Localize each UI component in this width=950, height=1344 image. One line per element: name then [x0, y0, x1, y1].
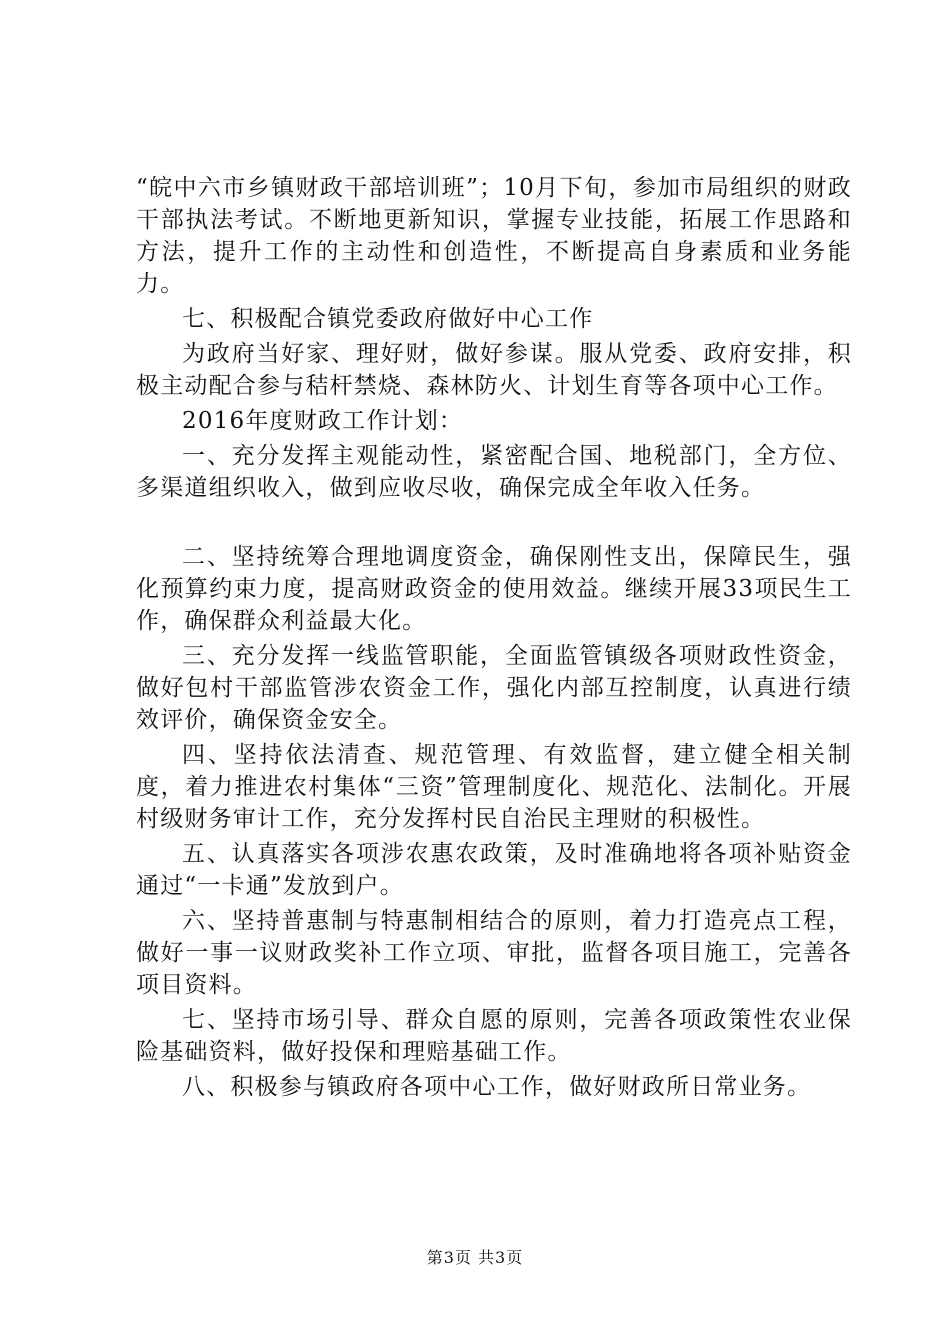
plan-heading: 2016年度财政工作计划：: [182, 408, 464, 434]
paragraph-training-continuation: “皖中六市乡镇财政干部培训班”；10月下旬，参加市局组织的财政干部执法考试。不断地更新知识，掌握专业技能，拓展工作思路和方法，提升工作的主动性和创造性，不断提高自身素质和业务能力。: [136, 175, 852, 297]
plan-item-5: 五、认真落实各项涉农惠农政策，及时准确地将各项补贴资金通过“一卡通”发放到户。: [136, 841, 852, 899]
document-body: [136, 172, 852, 1106]
plan-item-3: 三、充分发挥一线监管职能，全面监管镇级各项财政性资金，做好包村干部监管涉农资金工作，强化内部互控制度，认真进行绩效评价，确保资金安全。: [136, 643, 852, 733]
paragraph-central-work: 为政府当好家、理好财，做好参谋。服从党委、政府安排，积极主动配合参与秸杆禁烧、森林防火、计划生育等各项中心工作。: [136, 341, 852, 399]
plan-item-6: 六、坚持普惠制与特惠制相结合的原则，着力打造亮点工程，做好一事一议财政奖补工作立项、审批，监督各项目施工，完善各项目资料。: [136, 908, 852, 998]
plan-item-7: 七、坚持市场引导、群众自愿的原则，完善各项政策性农业保险基础资料，做好投保和理赔基础工作。: [136, 1007, 852, 1065]
paragraph-spacer: [136, 507, 852, 541]
plan-item-4: 四、坚持依法清查、规范管理、有效监督，建立健全相关制度，着力推进农村集体“三资”管理制度化、规范化、法制化。开展村级财务审计工作，充分发挥村民自治民主理财的积极性。: [136, 742, 852, 832]
plan-item-1: 一、充分发挥主观能动性，紧密配合国、地税部门，全方位、多渠道组织收入，做到应收尽收，确保完成全年收入任务。: [136, 443, 852, 501]
page-number-footer: 第3页 共3页: [426, 1248, 524, 1267]
plan-item-2: 二、坚持统筹合理地调度资金，确保刚性支出，保障民生，强化预算约束力度，提高财政资金的使用效益。继续开展33项民生工作，确保群众利益最大化。: [136, 544, 852, 634]
plan-item-8: 八、积极参与镇政府各项中心工作，做好财政所日常业务。: [182, 1074, 812, 1100]
section-heading-seven: 七、积极配合镇党委政府做好中心工作: [182, 306, 594, 332]
